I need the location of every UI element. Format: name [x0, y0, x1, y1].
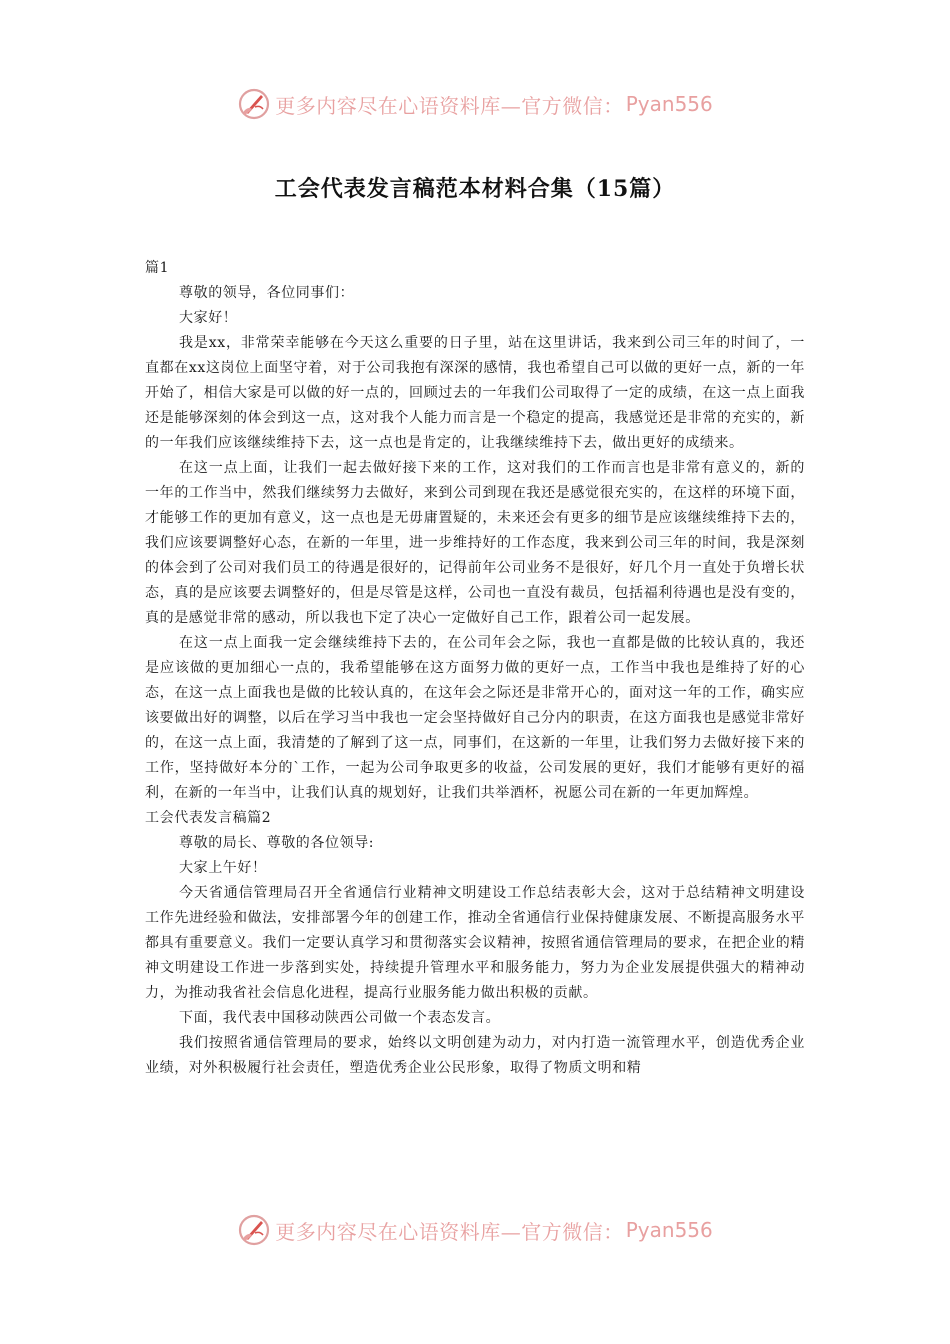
- body-paragraph: 我们按照省通信管理局的要求，始终以文明创建为动力，对内打造一流管理水平，创造优秀企业业绩，对外积极履行社会责任，塑造优秀企业公民形象，取得了物质文明和精: [145, 1035, 805, 1076]
- quill-logo-icon: [237, 87, 271, 121]
- header-watermark: [0, 84, 950, 124]
- footer-watermark: [0, 1210, 950, 1250]
- watermark-text: 更多内容尽在心语资料库—官方微信：: [275, 1219, 624, 1244]
- quill-logo-icon: [237, 1213, 271, 1247]
- body-paragraph: 我是xx，非常荣幸能够在今天这么重要的日子里，站在这里讲话，我来到公司三年的时间了，一直都在xx这岗位上面坚守着，对于公司我抱有深深的感情，我也希望自己可以做的更好一点，新的一年开始了，相信大家是可以做的好一点的，回顾过去的一年我们公司取得了一定的成绩，在这一点上面我还是能够深刻的体会到这一点，这对我个人能力而言是一个稳定的提高，我感觉还是非常的充实的，新的一年我们应该继续维持下去，这一点也是肯定的，让我继续维持下去，做出更好的成绩来。: [145, 335, 805, 451]
- watermark-wechat-id: Pyan556: [625, 1218, 713, 1242]
- section-heading: 工会代表发言稿篇2: [145, 810, 272, 826]
- salutation: 尊敬的局长、尊敬的各位领导:: [179, 835, 375, 851]
- section-heading: 篇1: [145, 260, 170, 276]
- body-paragraph: 下面，我代表中国移动陕西公司做一个表态发言。: [179, 1010, 501, 1026]
- greeting: 大家上午好！: [179, 860, 267, 876]
- greeting: 大家好！: [179, 310, 238, 326]
- body-paragraph: 在这一点上面我一定会继续维持下去的，在公司年会之际，我也一直都是做的比较认真的，我还是应该做的更加细心一点的，我希望能够在这方面努力做的更好一点，工作当中我也是维持了好的心态，在这一点上面我也是做的比较认真的，在这年会之际还是非常开心的，面对这一年的工作，确实应该要做出好的调整，以后在学习当中我也一定会坚持做好自己分内的职责，在这方面我也是感觉非常好的，在这一点上面，我清楚的了解到了这一点，同事们，在这新的一年里，让我们努力去做好接下来的工作，坚持做好本分的`工作，一起为公司争取更多的收益，公司发展的更好，我们才能够有更好的福利，在新的一年当中，让我们认真的规划好，让我们共举酒杯，祝愿公司在新的一年更加辉煌。: [145, 635, 805, 801]
- document-body: [145, 256, 805, 1081]
- document-title: 工会代表发言稿范本材料合集（15篇）: [274, 176, 676, 202]
- body-paragraph: 今天省通信管理局召开全省通信行业精神文明建设工作总结表彰大会，这对于总结精神文明建设工作先进经验和做法，安排部署今年的创建工作，推动全省通信行业保持健康发展、不断提高服务水平都具有重要意义。我们一定要认真学习和贯彻落实会议精神，按照省通信管理局的要求，在把企业的精神文明建设工作进一步落到实处，持续提升管理水平和服务能力，努力为企业发展提供强大的精神动力，为推动我省社会信息化进程，提高行业服务能力做出积极的贡献。: [145, 885, 805, 1001]
- watermark-wechat-id: Pyan556: [625, 92, 713, 116]
- watermark-text: 更多内容尽在心语资料库—官方微信：: [275, 93, 624, 118]
- body-paragraph: 在这一点上面，让我们一起去做好接下来的工作，这对我们的工作而言也是非常有意义的，新的一年的工作当中，然我们继续努力去做好，来到公司到现在我还是感觉很充实的，在这样的环境下面，才能够工作的更加有意义，这一点也是无毋庸置疑的，未来还会有更多的细节是应该继续维持下去的，我们应该要调整好心态，在新的一年里，进一步维持好的工作态度，我来到公司三年的时间，我是深刻的体会到了公司对我们员工的待遇是很好的，记得前年公司业务不是很好，好几个月一直处于负增长状态，真的是应该要去调整好的，但是尽管是这样，公司也一直没有裁员，包括福利待遇也是没有变的，真的是感觉非常的感动，所以我也下定了决心一定做好自己工作，跟着公司一起发展。: [145, 460, 805, 626]
- salutation: 尊敬的领导，各位同事们：: [179, 285, 355, 301]
